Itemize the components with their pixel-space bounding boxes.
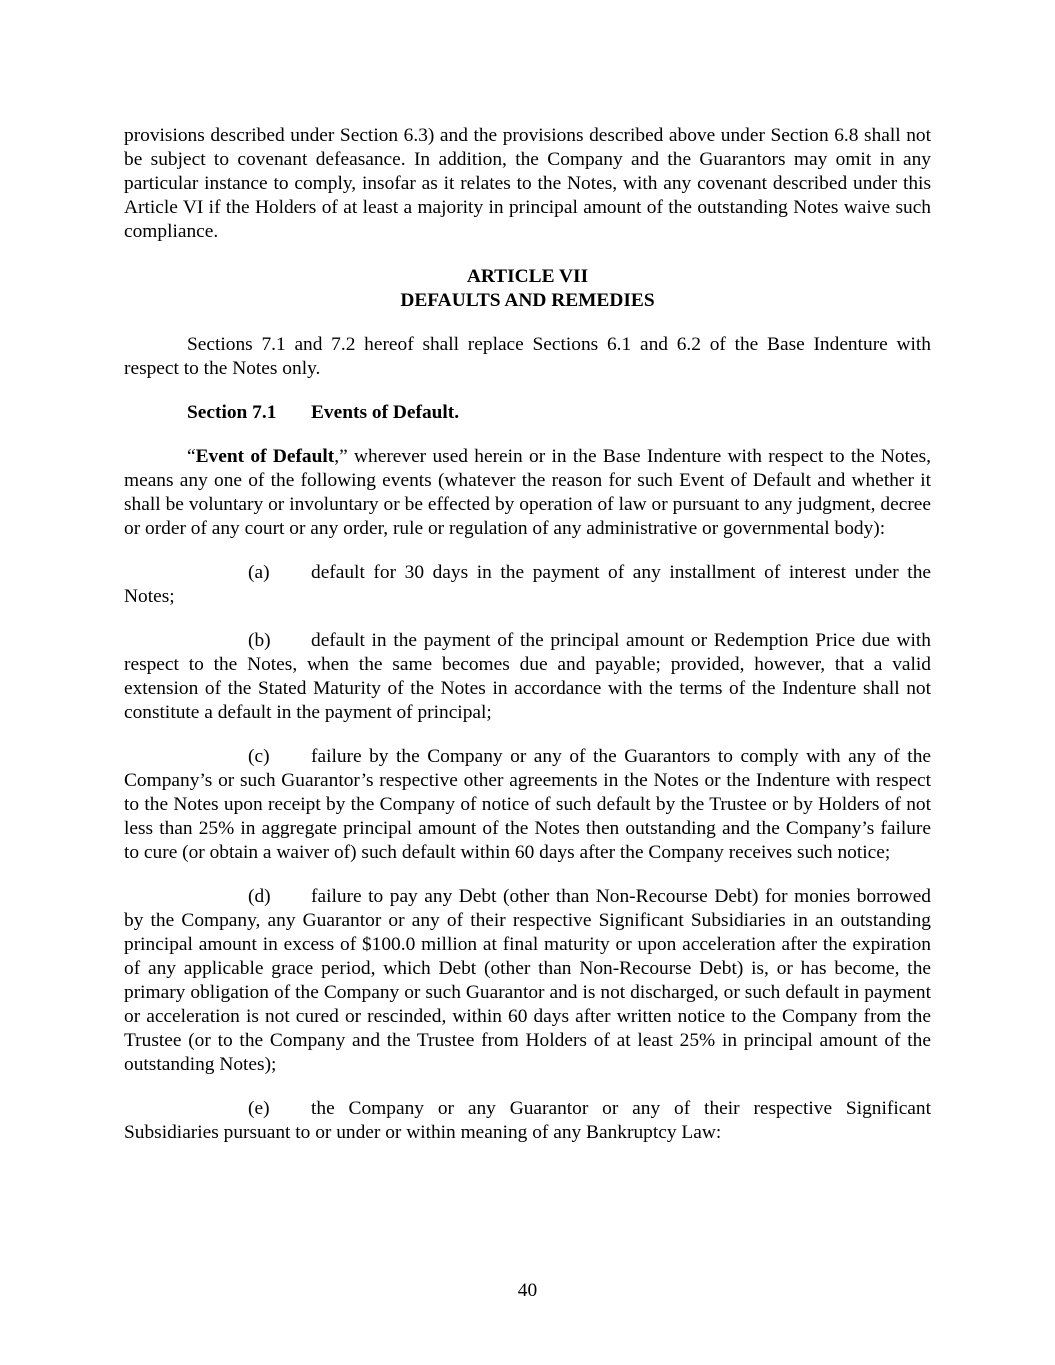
clause-text: the Company or any Guarantor or any of their respective Significant Subsidiaries pursuant to or under or within meaning of any Bankruptcy Law: (124, 1098, 931, 1143)
section-title: Events of Default. (311, 402, 460, 423)
replacement-paragraph: Sections 7.1 and 7.2 hereof shall replace Sections 6.1 and 6.2 of the Base Indenture with respect to the Notes only. (124, 334, 931, 379)
page-number: 40 (517, 1280, 538, 1301)
clause-marker: (c) (248, 746, 270, 767)
clause-text: default for 30 days in the payment of any installment of interest under the Notes; (124, 562, 931, 607)
clause-text: default in the payment of the principal amount or Redemption Price due with respect to the Notes, when the same becomes due and payable; provided, however, that a valid extension of the Stated Maturity of the Notes in accordance with the terms of the Indenture shall not constitute a default in the payment of principal; (124, 630, 931, 723)
clause-e (124, 1097, 931, 1145)
clause-marker: (e) (248, 1098, 270, 1119)
article-heading (124, 265, 931, 313)
section-heading (124, 401, 931, 425)
clause-a (124, 561, 931, 609)
document-page (124, 124, 931, 1145)
article-number: ARTICLE VII (466, 266, 589, 287)
clause-marker: (a) (248, 562, 270, 583)
section-number: Section 7.1 (187, 402, 277, 423)
clause-text: failure by the Company or any of the Guarantors to comply with any of the Company’s or such Guarantor’s respective other agreements in the Notes or the Indenture with respect to the Notes upon receipt by the Company of notice of such default by the Trustee or by Holders of not less than 25% in aggregate principal amount of the Notes then outstanding and the Company’s failure to cure (or obtain a waiver of) such default within 60 days after the Company receives such notice; (124, 746, 931, 863)
intro-paragraph: provisions described under Section 6.3) and the provisions described above under Section 6.8 shall not be subject to covenant defeasance. In addition, the Company and the Guarantors may omit in any particular instance to comply, insofar as it relates to the Notes, with any covenant described under this Article VI if the Holders of at least a majority in principal amount of the outstanding Notes waive such compliance. (124, 125, 931, 242)
clause-marker: (d) (248, 886, 271, 907)
definition-open-quote: “ (187, 446, 196, 467)
clause-text: failure to pay any Debt (other than Non-Recourse Debt) for monies borrowed by the Company, any Guarantor or any of their respective Significant Subsidiaries in an outstanding principal amount in excess of $100.0 million at final maturity or upon acceleration after the expiration of any applicable grace period, which Debt (other than Non-Recourse Debt) is, or has become, the primary obligation of the Company or such Guarantor and is not discharged, or such default in payment or acceleration is not cured or rescinded, within 60 days after written notice to the Company from the Trustee (or to the Company and the Trustee from Holders of at least 25% in principal amount of the outstanding Notes); (124, 886, 931, 1075)
article-title: DEFAULTS AND REMEDIES (400, 290, 655, 311)
definition-paragraph (124, 445, 931, 541)
clause-d (124, 885, 931, 1077)
definition-text: ,” wherever used herein or in the Base Indenture with respect to the Notes, means any one of the following events (whatever the reason for such Event of Default and whether it shall be voluntary or involuntary or be effected by operation of law or pursuant to any judgment, decree or order of any court or any order, rule or regulation of any administrative or governmental body): (124, 446, 931, 539)
clause-marker: (b) (248, 630, 271, 651)
clause-c (124, 745, 931, 865)
clause-b (124, 629, 931, 725)
defined-term: Event of Default (195, 446, 335, 467)
